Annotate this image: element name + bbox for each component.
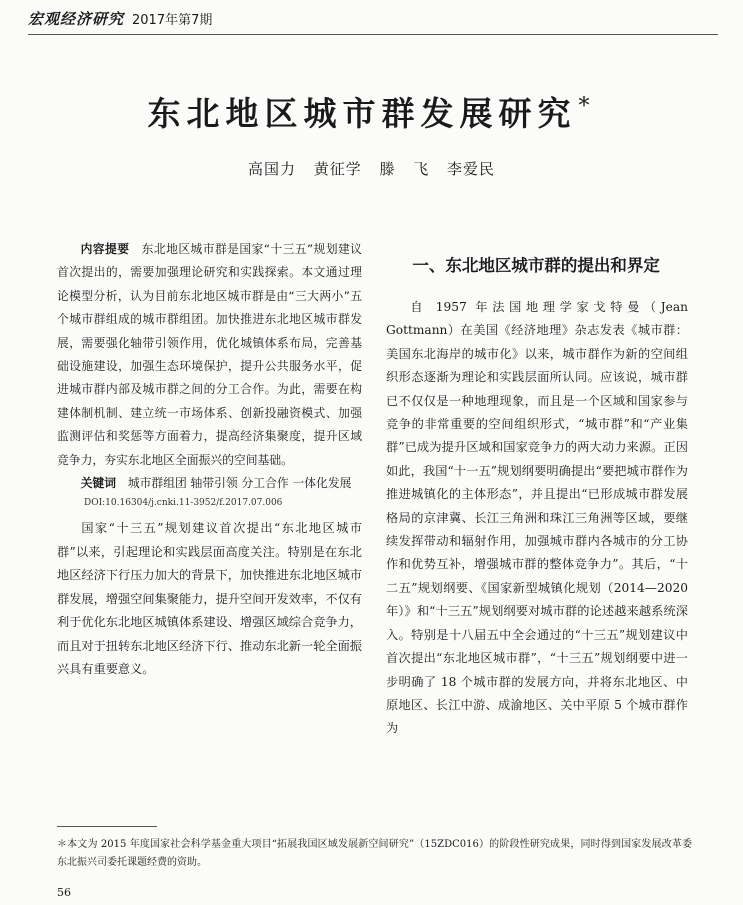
footnote: ＊本文为 2015 年度国家社会科学基金重大项目“拓展我国区域发展新空间研究”（15ZDC016）的阶段性研究成果，同时得到国家发展改革委东北振兴司委托课题经费的资助。: [57, 839, 692, 868]
title-footnote-mark: *: [578, 94, 596, 119]
keywords: [57, 472, 362, 495]
author-list: 高国力 黄征学 滕 飞 李爱民: [247, 160, 496, 178]
journal-name: 宏观经济研究: [28, 10, 125, 28]
keywords-text: 城市群组团 轴带引领 分工合作 一体化发展: [127, 476, 352, 491]
title-text: 东北地区城市群发展研究: [147, 94, 577, 133]
section-paragraph: 自 1957 年法国地理学家戈特曼（Jean Gottmann）在美国《经济地理》杂志发表《城市群：美国东北海岸的城市化》以来，城市群作为新的空间组织形态逐渐为理论和实践层面所认同。应该说，城市群已不仅仅是一种地理现象，而且是一个区域和国家参与竞争的非常重要的空间组织形式，“城市群”和“产业集群”已成为提升区域和国家竞争力的两大动力来源。正因如此，我国“十一五”规划纲要明确提出“要把城市群作为推进城镇化的主体形态”，并且提出“已形成城市群发展格局的京津冀、长江三角洲和珠江三角洲等区域，要继续发挥带动和辐射作用，加强城市群内各城市的分工协作和优势互补，增强城市群的整体竞争力”。其后，“十二五”规划纲要、《国家新型城镇化规划（2014—2020年）》和“十三五”规划纲要对城市群的论述越来越系统深入。特别是十八届五中全会通过的“十三五”规划建议中首次提出“东北地区城市群”，“十三五”规划纲要中进一步明确了 18 个城市群的发展方向，并将东北地区、中原地区、长江中游、成渝地区、关中平原 5 个城市群作为: [386, 300, 688, 736]
running-header: [28, 8, 212, 34]
section-heading: 一、东北地区城市群的提出和界定: [412, 256, 660, 275]
left-column: [57, 238, 362, 681]
page-number: 56: [57, 886, 71, 899]
header-rule: [28, 34, 718, 35]
abstract: [57, 238, 362, 472]
issue-label: 2017年第7期: [132, 13, 213, 28]
footnote-rule: [57, 826, 157, 827]
right-column: [386, 252, 688, 741]
abstract-label: 内容提要: [80, 242, 130, 256]
article-title: [0, 88, 743, 135]
intro-paragraph: 国家“十三五”规划建议首次提出“东北地区城市群”以来，引起理论和实践层面高度关注。特别是在东北地区经济下行压力加大的背景下，加快推进东北地区城市群发展，增强空间集聚能力，提升空间开发效率，不仅有利于优化东北地区城镇体系建设、增强区域综合竞争力，而且对于扭转东北地区经济下行、推动东北新一轮全面振兴具有重要意义。: [57, 521, 362, 676]
keywords-label: 关键词: [80, 476, 116, 491]
doi: DOI:10.16304/j.cnki.11-3952/f.2017.07.006: [84, 498, 283, 509]
abstract-text: 东北地区城市群是国家“十三五”规划建议首次提出的，需要加强理论研究和实践探索。本文通过理论模型分析，认为目前东北地区城市群是由“三大两小”五个城市群组成的城市群组团。加快推进东北地区城市群发展，需要强化轴带引领作用，优化城镇体系布局，完善基础设施建设，加强生态环境保护，提升公共服务水平，促进城市群内部及城市群之间的分工合作。为此，需要在构建体制机制、建立统一市场体系、创新投融资模式、加强监测评估和奖惩等方面着力，提高经济集聚度，提升区域竞争力，夯实东北地区全面振兴的空间基础。: [57, 242, 362, 467]
